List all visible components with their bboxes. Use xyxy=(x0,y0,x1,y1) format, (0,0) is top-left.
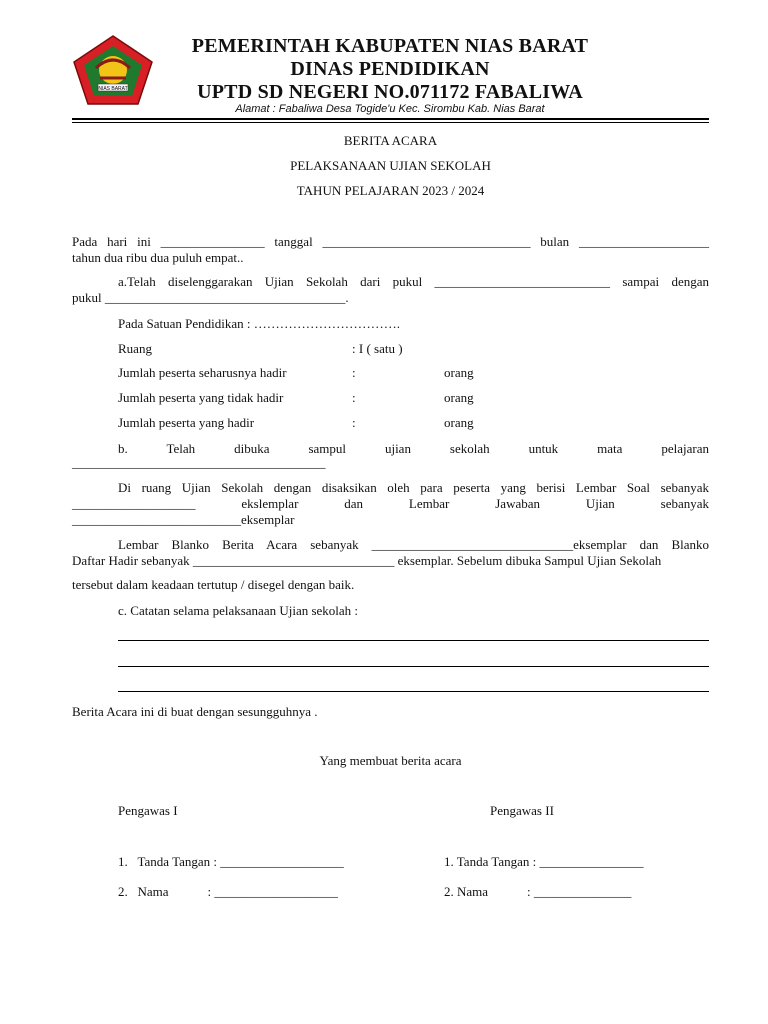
title-pelaksanaan: PELAKSANAAN UJIAN SEKOLAH xyxy=(290,158,491,173)
title-tahun: TAHUN PELAJARAN 2023 / 2024 xyxy=(296,183,485,198)
closing-statement: Berita Acara ini di buat dengan sesungguhnya . xyxy=(72,704,318,719)
title-berita-acara: BERITA ACARA xyxy=(343,133,438,148)
header-government: PEMERINTAH KABUPATEN NIAS BARAT xyxy=(191,35,589,57)
pengawas-1-signature: 1. Tanda Tangan : ___________________ xyxy=(118,854,344,869)
header-address: Alamat : Fabaliwa Desa Togide'u Kec. Sirombu Kab. Nias Barat xyxy=(235,103,545,115)
pengawas-1-name: 2. Nama : ___________________ xyxy=(118,884,338,899)
row-hadir-sep: : xyxy=(352,415,356,430)
row-ruang-label: Ruang xyxy=(118,341,152,356)
pengawas-2-signature: 1. Tanda Tangan : ________________ xyxy=(444,854,644,869)
row-hadir-unit: orang xyxy=(444,415,474,430)
ruang-line3: __________________________eksemplar xyxy=(72,512,295,527)
ruang-line2: ___________________ ekslemplar dan Lembar Jawaban Ujian sebanyak xyxy=(72,496,709,511)
header-rule-thick xyxy=(72,118,709,120)
catatan-line-1 xyxy=(118,640,709,641)
p1-line2: tahun dua ribu dua puluh empat.. xyxy=(72,250,244,265)
row-seharusnya-sep: : xyxy=(352,365,356,380)
b-line1: b. Telah dibuka sampul ujian sekolah untuk mata pelajaran xyxy=(118,441,709,456)
blanko-line2: Daftar Hadir sebanyak _______________________________ eksemplar. Sebelum dibuka Sampul Ujian Sekolah xyxy=(72,553,662,568)
logo-text: NIAS BARAT xyxy=(98,86,128,92)
row-hadir-label: Jumlah peserta yang hadir xyxy=(118,415,255,430)
row-tidak-hadir-sep: : xyxy=(352,390,356,405)
header-rule-thin xyxy=(72,122,709,123)
a-line2: pukul _____________________________________. xyxy=(72,290,349,305)
catatan-label: c. Catatan selama pelaksanaan Ujian sekolah : xyxy=(118,603,359,618)
p1-line1: Pada hari ini ________________ tanggal ________________________________ bulan ____________________ xyxy=(72,234,709,249)
a-line1: a.Telah diselenggarakan Ujian Sekolah dari pukul ___________________________ sampai dengan xyxy=(118,274,709,289)
pengawas-2-title: Pengawas II xyxy=(490,803,554,818)
catatan-line-3 xyxy=(118,691,709,692)
b-line2: _______________________________________ xyxy=(72,455,326,470)
row-ruang-value: : I ( satu ) xyxy=(352,341,403,356)
blanko-line3: tersebut dalam keadaan tertutup / disegel dengan baik. xyxy=(72,577,355,592)
row-tidak-hadir-unit: orang xyxy=(444,390,474,405)
row-seharusnya-unit: orang xyxy=(444,365,474,380)
regency-logo xyxy=(72,34,154,106)
ruang-line1: Di ruang Ujian Sekolah dengan disaksikan oleh para peserta yang berisi Lembar Soal sebanyak xyxy=(118,480,709,495)
row-seharusnya-label: Jumlah peserta seharusnya hadir xyxy=(118,365,287,380)
row-tidak-hadir-label: Jumlah peserta yang tidak hadir xyxy=(118,390,284,405)
pengawas-2-name: 2. Nama : _______________ xyxy=(444,884,632,899)
satuan-pendidikan: Pada Satuan Pendidikan : ……………………………. xyxy=(118,316,401,331)
header-school: UPTD SD NEGERI NO.071172 FABALIWA xyxy=(197,81,583,103)
catatan-line-2 xyxy=(118,666,709,667)
maker-label: Yang membuat berita acara xyxy=(319,753,462,768)
blanko-line1: Lembar Blanko Berita Acara sebanyak _______________________________eksemplar dan Blanko xyxy=(118,537,709,552)
pengawas-1-title: Pengawas I xyxy=(118,803,178,818)
header-agency: DINAS PENDIDIKAN xyxy=(290,58,490,80)
